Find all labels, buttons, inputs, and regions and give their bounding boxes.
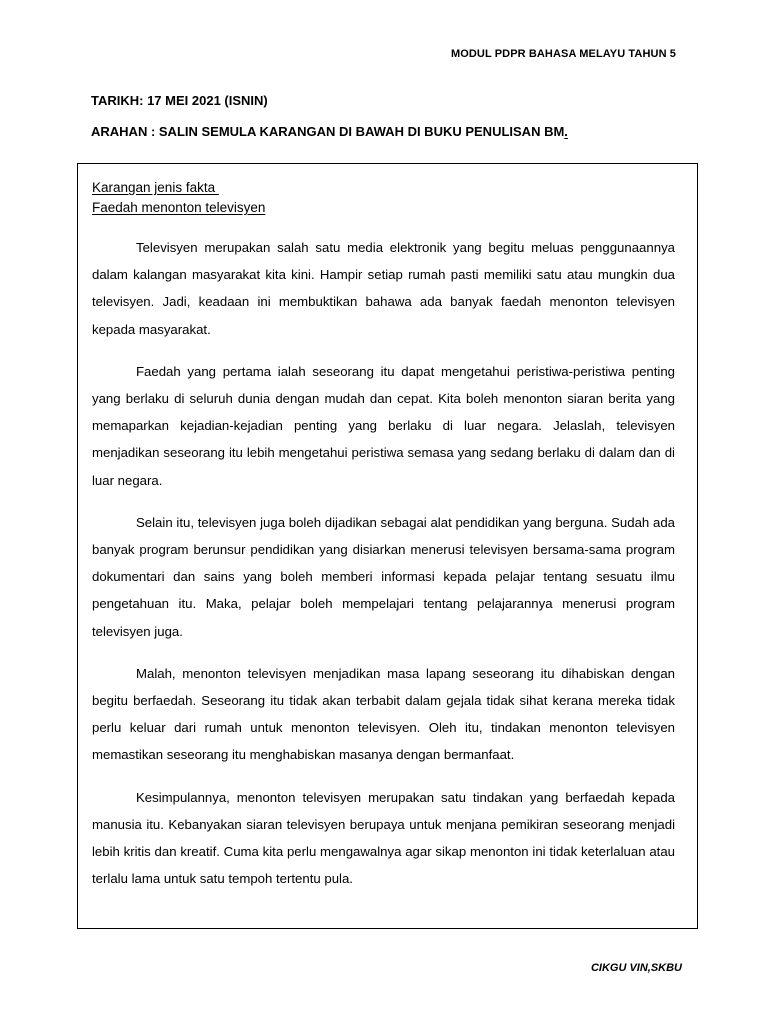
- essay-paragraph: Selain itu, televisyen juga boleh dijadikan sebagai alat pendidikan yang berguna. Sudah ada banyak program berunsur pendidikan yang disiarkan menerusi televisyen bersama-sama program dokumentari dan sains yang boleh memberi informasi kepada pelajar tentang sesuatu ilmu pengetahuan itu. Maka, pelajar boleh mempelajari tentang pelajarannya menerusi program televisyen juga.: [92, 514, 675, 639]
- essay-paragraph: Televisyen merupakan salah satu media elektronik yang begitu meluas penggunaannya dalam kalangan masyarakat kita kini. Hampir setiap rumah pasti memiliki satu atau mungkin dua televisyen. Jadi, keadaan ini membuktikan bahawa ada banyak faedah menonton televisyen kepada masyarakat.: [92, 240, 675, 337]
- instruction-tail: .: [564, 124, 568, 139]
- instruction-line: [91, 124, 568, 139]
- essay-paragraph: Faedah yang pertama ialah seseorang itu dapat mengetahui peristiwa-peristiwa penting yang berlaku di seluruh dunia dengan mudah dan cepat. Kita boleh menonton siaran berita yang memaparkan kejadian-kejadian penting yang berlaku di luar negara. Jelaslah, televisyen menjadikan seseorang itu lebih mengetahui peristiwa semasa yang sedang berlaku di dalam dan di luar negara.: [92, 363, 675, 488]
- essay-title: Faedah menonton televisyen: [92, 200, 266, 215]
- essay-paragraph: Kesimpulannya, menonton televisyen merupakan satu tindakan yang berfaedah kepada manusia itu. Kebanyakan siaran televisyen berupaya untuk menjana pemikiran seseorang menjadi lebih kritis dan kreatif. Cuma kita perlu mengawalnya agar sikap menonton ini tidak keterlaluan atau terlalu lama untuk satu tempoh tertentu pula.: [92, 789, 675, 887]
- date-line: TARIKH: 17 MEI 2021 (ISNIN): [91, 93, 268, 108]
- essay-box: [77, 163, 698, 929]
- essay-paragraph: Malah, menonton televisyen menjadikan masa lapang seseorang itu dihabiskan dengan begitu berfaedah. Seseorang itu tidak akan terbabit dalam gejala tidak sihat kerana mereka tidak perlu keluar dari rumah untuk menonton televisyen. Oleh itu, tindakan menonton televisyen memastikan seseorang itu menghabiskan masanya dengan bermanfaat.: [92, 665, 675, 763]
- teacher-signature: CIKGU VIN,SKBU: [590, 962, 682, 974]
- instruction-text: ARAHAN : SALIN SEMULA KARANGAN DI BAWAH DI BUKU PENULISAN BM: [91, 124, 565, 139]
- essay-type-label: Karangan jenis fakta: [92, 180, 219, 195]
- module-header: MODUL PDPR BAHASA MELAYU TAHUN 5: [450, 48, 676, 60]
